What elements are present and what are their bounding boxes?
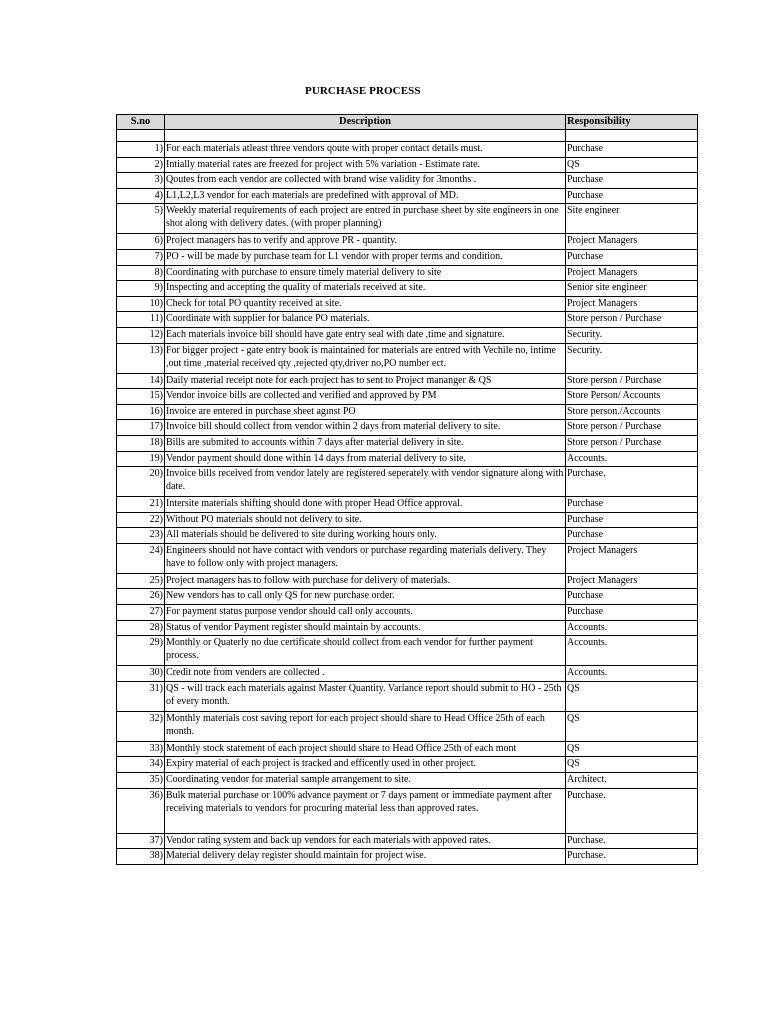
table-row bbox=[117, 605, 698, 621]
row-responsibility: Purchase. bbox=[566, 849, 698, 865]
table-header-row bbox=[117, 115, 698, 130]
header-responsibility: Responsibility bbox=[566, 115, 698, 130]
row-description: Invoice are entered in purchase sheet agınst PO bbox=[165, 404, 566, 420]
row-sno: 28) bbox=[117, 620, 165, 636]
row-description: QS - will track each materials against Master Quantity. Variance report should submit to HO - 25th of every month. bbox=[165, 681, 566, 711]
row-description: Engineers should not have contact with vendors or purchase regarding materials delivery. They have to follow only with project managers. bbox=[165, 543, 566, 573]
table-row bbox=[117, 666, 698, 682]
row-responsibility: Purchase bbox=[566, 188, 698, 204]
row-responsibility: QS bbox=[566, 157, 698, 173]
row-sno: 13) bbox=[117, 343, 165, 373]
row-sno: 17) bbox=[117, 420, 165, 436]
row-sno: 37) bbox=[117, 833, 165, 849]
row-sno: 34) bbox=[117, 757, 165, 773]
table-row bbox=[117, 265, 698, 281]
row-responsibility: Purchase bbox=[566, 512, 698, 528]
row-description: Credit note from venders are collected . bbox=[165, 666, 566, 682]
row-description: Qoutes from each vendor are collected with brand wise validity for 3months . bbox=[165, 173, 566, 189]
table-row bbox=[117, 741, 698, 757]
row-description: Coordinating with purchase to ensure timely material delivery to site bbox=[165, 265, 566, 281]
row-description: All materials should be delivered to site during working hours only. bbox=[165, 528, 566, 544]
row-responsibility: Purchase bbox=[566, 528, 698, 544]
row-sno: 16) bbox=[117, 404, 165, 420]
row-responsibility: Purchase. bbox=[566, 788, 698, 833]
row-description: For each materials atleast three vendors qoute with proper contact details must. bbox=[165, 142, 566, 158]
table-row bbox=[117, 343, 698, 373]
row-sno: 5) bbox=[117, 204, 165, 234]
row-description: Bills are submited to accounts within 7 days after material delivery in site. bbox=[165, 435, 566, 451]
row-description: PO - will be made by purchase team for L1 vendor with proper terms and condition. bbox=[165, 249, 566, 265]
row-description: Bulk material purchase or 100% advance payment or 7 days pament or immediate payment after receiving materials to vendors for procuring material less than approved rates. bbox=[165, 788, 566, 833]
row-sno: 11) bbox=[117, 312, 165, 328]
row-sno: 20) bbox=[117, 467, 165, 497]
row-sno: 30) bbox=[117, 666, 165, 682]
row-sno: 29) bbox=[117, 636, 165, 666]
row-description: Monthly materials cost saving report for each project should share to Head Office 25th of each month. bbox=[165, 711, 566, 741]
row-sno: 3) bbox=[117, 173, 165, 189]
row-responsibility: Purchase bbox=[566, 173, 698, 189]
row-responsibility: Purchase. bbox=[566, 833, 698, 849]
table-row bbox=[117, 636, 698, 666]
row-description: Monthly stock statement of each project should share to Head Office 25th of each mont bbox=[165, 741, 566, 757]
table-row bbox=[117, 389, 698, 405]
row-sno: 14) bbox=[117, 373, 165, 389]
row-responsibility: Purchase bbox=[566, 142, 698, 158]
table-row bbox=[117, 528, 698, 544]
row-responsibility: Purchase bbox=[566, 497, 698, 513]
row-description: L1,L2,L3 vendor for each materials are predefined with approval of MD. bbox=[165, 188, 566, 204]
row-sno: 1) bbox=[117, 142, 165, 158]
table-row bbox=[117, 497, 698, 513]
row-description: Inspecting and accepting the quality of materials received at site. bbox=[165, 281, 566, 297]
table-row bbox=[117, 249, 698, 265]
row-responsibility: QS bbox=[566, 681, 698, 711]
table-row bbox=[117, 420, 698, 436]
row-description: Vendor payment should done within 14 days from material delivery to site. bbox=[165, 451, 566, 467]
row-sno: 9) bbox=[117, 281, 165, 297]
row-responsibility: Accounts. bbox=[566, 636, 698, 666]
row-responsibility: Accounts. bbox=[566, 666, 698, 682]
table-row bbox=[117, 373, 698, 389]
row-sno: 19) bbox=[117, 451, 165, 467]
row-responsibility: Store person / Purchase bbox=[566, 435, 698, 451]
table-row bbox=[117, 312, 698, 328]
row-description: Project managers has to verify and approve PR - quantity. bbox=[165, 234, 566, 250]
row-sno: 38) bbox=[117, 849, 165, 865]
table-row bbox=[117, 589, 698, 605]
table-row bbox=[117, 451, 698, 467]
row-sno: 18) bbox=[117, 435, 165, 451]
header-description: Description bbox=[165, 115, 566, 130]
table-row bbox=[117, 711, 698, 741]
table-spacer-row bbox=[117, 130, 698, 142]
row-sno: 26) bbox=[117, 589, 165, 605]
table-row bbox=[117, 234, 698, 250]
document-title: PURCHASE PROCESS bbox=[305, 85, 421, 97]
row-responsibility: Store person / Purchase bbox=[566, 420, 698, 436]
row-sno: 21) bbox=[117, 497, 165, 513]
row-responsibility: Project Managers bbox=[566, 265, 698, 281]
row-responsibility: Store person / Purchase bbox=[566, 312, 698, 328]
row-sno: 25) bbox=[117, 573, 165, 589]
row-responsibility: Purchase bbox=[566, 605, 698, 621]
table-body bbox=[117, 130, 698, 865]
row-sno: 32) bbox=[117, 711, 165, 741]
row-responsibility: Store person./Accounts bbox=[566, 404, 698, 420]
table-row bbox=[117, 173, 698, 189]
row-description: Vendor rating system and back up vendors for each materials with appoved rates. bbox=[165, 833, 566, 849]
row-sno: 31) bbox=[117, 681, 165, 711]
row-responsibility: Architect. bbox=[566, 773, 698, 789]
row-responsibility: Project Managers bbox=[566, 573, 698, 589]
row-description: Without PO materials should not delivery to site. bbox=[165, 512, 566, 528]
row-description: Monthly or Quaterly no due certificate should collect from each vendor for further payment process. bbox=[165, 636, 566, 666]
row-responsibility: Site engineer bbox=[566, 204, 698, 234]
table-row bbox=[117, 296, 698, 312]
row-description: For payment status purpose vendor should call only accounts. bbox=[165, 605, 566, 621]
table-row bbox=[117, 788, 698, 833]
row-responsibility: Project Managers bbox=[566, 543, 698, 573]
row-description: Daily material receipt note for each project has to sent to Project mananger & QS bbox=[165, 373, 566, 389]
row-sno: 24) bbox=[117, 543, 165, 573]
table-row bbox=[117, 188, 698, 204]
table-row bbox=[117, 620, 698, 636]
row-sno: 22) bbox=[117, 512, 165, 528]
row-sno: 35) bbox=[117, 773, 165, 789]
table-row bbox=[117, 833, 698, 849]
header-sno: S.no bbox=[117, 115, 165, 130]
row-description: Check for total PO quantity received at site. bbox=[165, 296, 566, 312]
row-description: Intersite materials shifting should done with proper Head Office approval. bbox=[165, 497, 566, 513]
purchase-process-table bbox=[116, 114, 698, 865]
row-sno: 12) bbox=[117, 327, 165, 343]
row-responsibility: Purchase bbox=[566, 249, 698, 265]
row-description: Invoice bills received from vendor lately are registered seperately with vendor signature along with date. bbox=[165, 467, 566, 497]
row-description: Project managers has to follow with purchase for delivery of materials. bbox=[165, 573, 566, 589]
row-description: Invoice bill should collect from vendor within 2 days from material delivery to site. bbox=[165, 420, 566, 436]
row-description: Weekly material requirements of each project are entred in purchase sheet by site engineers in one shot along with delivery dates. (with proper planning) bbox=[165, 204, 566, 234]
row-responsibility: Accounts. bbox=[566, 620, 698, 636]
row-description: New vendors has to call only QS for new purchase order. bbox=[165, 589, 566, 605]
table-row bbox=[117, 573, 698, 589]
table-row bbox=[117, 543, 698, 573]
row-description: Status of vendor Payment register should maintain by accounts. bbox=[165, 620, 566, 636]
row-sno: 10) bbox=[117, 296, 165, 312]
table-row bbox=[117, 327, 698, 343]
row-sno: 15) bbox=[117, 389, 165, 405]
table-row bbox=[117, 142, 698, 158]
row-responsibility: QS bbox=[566, 757, 698, 773]
row-sno: 6) bbox=[117, 234, 165, 250]
row-responsibility: QS bbox=[566, 711, 698, 741]
table-row bbox=[117, 773, 698, 789]
row-responsibility: Project Managers bbox=[566, 234, 698, 250]
table-row bbox=[117, 404, 698, 420]
row-responsibility: Store person / Purchase bbox=[566, 373, 698, 389]
row-sno: 8) bbox=[117, 265, 165, 281]
row-description: Expiry material of each project is tracked and efficently used in other project. bbox=[165, 757, 566, 773]
row-description: Coordinating vendor for material sample arrangement to site. bbox=[165, 773, 566, 789]
row-description: Intially material rates are freezed for project with 5% variation - Estimate rate. bbox=[165, 157, 566, 173]
row-responsibility: QS bbox=[566, 741, 698, 757]
row-responsibility: Security. bbox=[566, 343, 698, 373]
table-row bbox=[117, 681, 698, 711]
row-sno: 36) bbox=[117, 788, 165, 833]
table-row bbox=[117, 435, 698, 451]
row-sno: 7) bbox=[117, 249, 165, 265]
row-responsibility: Purchase. bbox=[566, 467, 698, 497]
row-sno: 4) bbox=[117, 188, 165, 204]
row-responsibility: Store Person/ Accounts bbox=[566, 389, 698, 405]
row-description: Each materials invoice bill should have gate entry seal with date ,time and signature. bbox=[165, 327, 566, 343]
table-row bbox=[117, 281, 698, 297]
row-responsibility: Senior site engineer bbox=[566, 281, 698, 297]
table-row bbox=[117, 849, 698, 865]
row-sno: 27) bbox=[117, 605, 165, 621]
table-row bbox=[117, 512, 698, 528]
row-description: Vendor invoice bills are collected and verified and approved by PM bbox=[165, 389, 566, 405]
row-description: Material delivery delay register should maintain for project wise. bbox=[165, 849, 566, 865]
row-responsibility: Purchase bbox=[566, 589, 698, 605]
table-row bbox=[117, 204, 698, 234]
table-row bbox=[117, 757, 698, 773]
table-row bbox=[117, 157, 698, 173]
row-responsibility: Project Managers bbox=[566, 296, 698, 312]
row-description: For bigger project - gate entry book is maintained for materials are entred with Vechile no, intime ,out time ,material received qty ,rejected qty,driver no,PO number ect. bbox=[165, 343, 566, 373]
row-sno: 23) bbox=[117, 528, 165, 544]
row-sno: 2) bbox=[117, 157, 165, 173]
row-sno: 33) bbox=[117, 741, 165, 757]
row-description: Coordinate with supplier for balance PO materials. bbox=[165, 312, 566, 328]
row-responsibility: Security. bbox=[566, 327, 698, 343]
row-responsibility: Accounts. bbox=[566, 451, 698, 467]
table-row bbox=[117, 467, 698, 497]
